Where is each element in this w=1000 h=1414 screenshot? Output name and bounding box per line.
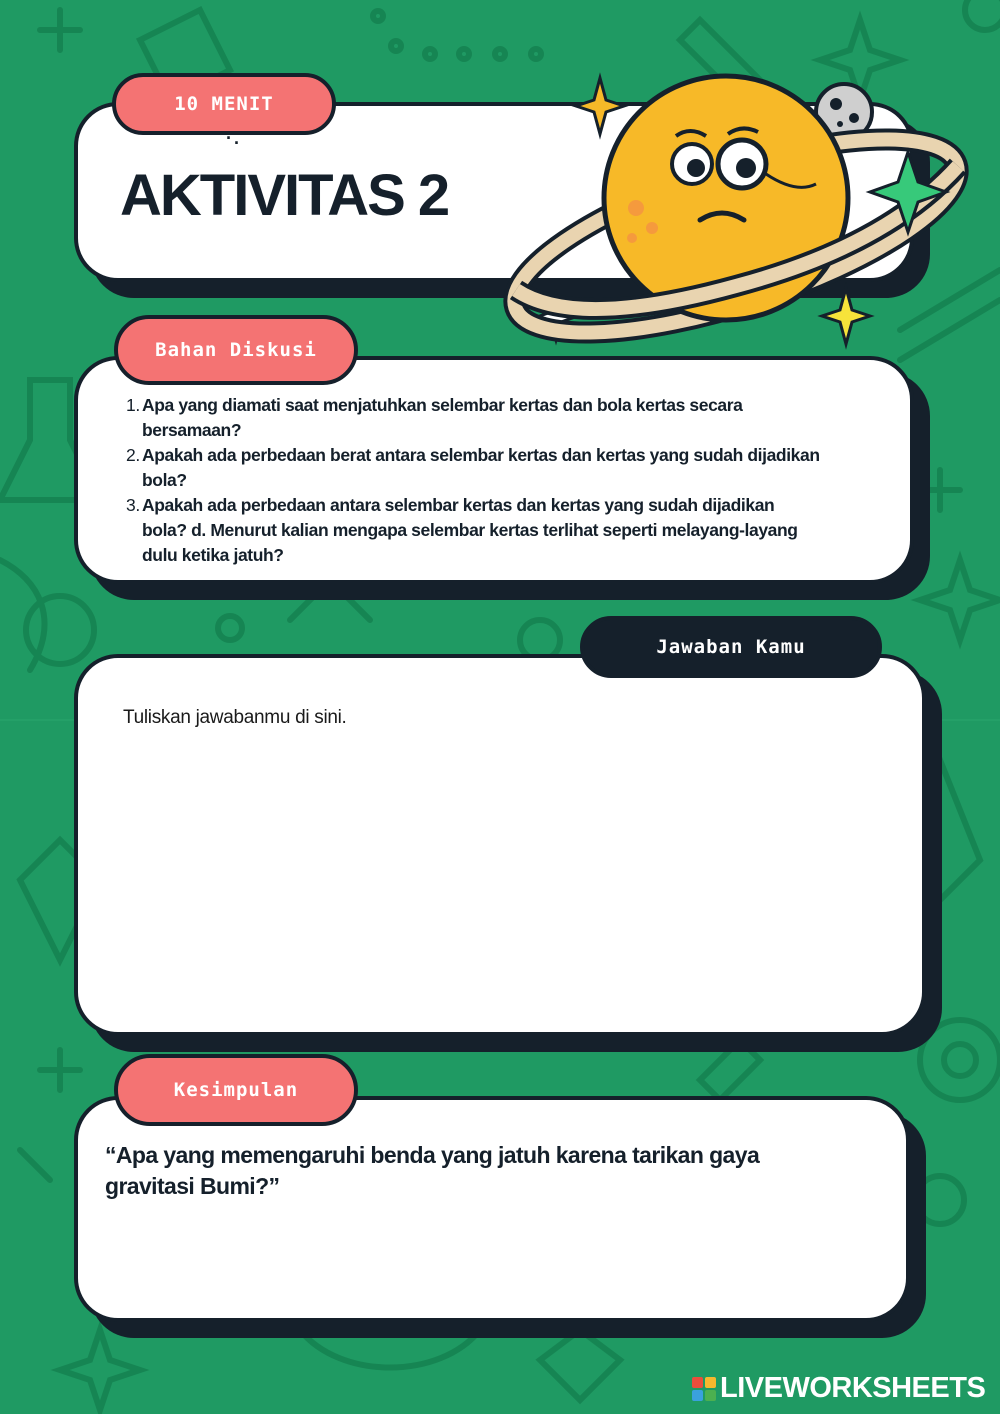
- planet-mascot-illustration: [496, 68, 976, 358]
- discussion-label: Bahan Diskusi: [155, 339, 317, 361]
- discussion-question: 3. Apakah ada perbedaan antara selembar kertas dan kertas yang sudah dijadikan bola? d. Menurut kalian mengapa selembar kertas terlihat seperti melayang-layang dulu ketika jatuh?: [126, 495, 798, 565]
- timer-label: 10 MENIT: [174, 93, 274, 115]
- conclusion-card: [74, 1096, 910, 1322]
- discussion-question: 1. Apa yang diamati saat menjatuhkan selembar kertas dan bola kertas secara bersamaan?: [126, 395, 743, 440]
- answer-label: Jawaban Kamu: [656, 636, 806, 658]
- discussion-badge: [114, 315, 358, 385]
- liveworksheets-logo-icon: [692, 1377, 716, 1401]
- discussion-question-list: [126, 393, 822, 568]
- answer-input[interactable]: Tuliskan jawabanmu di sini.: [123, 707, 347, 728]
- logo-square-blue: [692, 1390, 703, 1401]
- brand-text: LIVEWORKSHEETS: [720, 1372, 986, 1404]
- discussion-question: 2. Apakah ada perbedaan berat antara selembar kertas dan kertas yang sudah dijadikan bola?: [126, 445, 820, 490]
- logo-square-yellow: [705, 1377, 716, 1388]
- page-title: AKTIVITAS 2: [120, 163, 449, 228]
- conclusion-badge: [114, 1054, 358, 1126]
- decorative-dots: ·.: [226, 128, 241, 148]
- logo-square-red: [692, 1377, 703, 1388]
- answer-badge: [580, 616, 882, 678]
- conclusion-question: “Apa yang memengaruhi benda yang jatuh karena tarikan gaya gravitasi Bumi?”: [105, 1142, 760, 1199]
- conclusion-label: Kesimpulan: [173, 1079, 299, 1101]
- logo-square-green: [705, 1390, 716, 1401]
- timer-badge: [112, 73, 336, 135]
- liveworksheets-brand: [692, 1372, 985, 1405]
